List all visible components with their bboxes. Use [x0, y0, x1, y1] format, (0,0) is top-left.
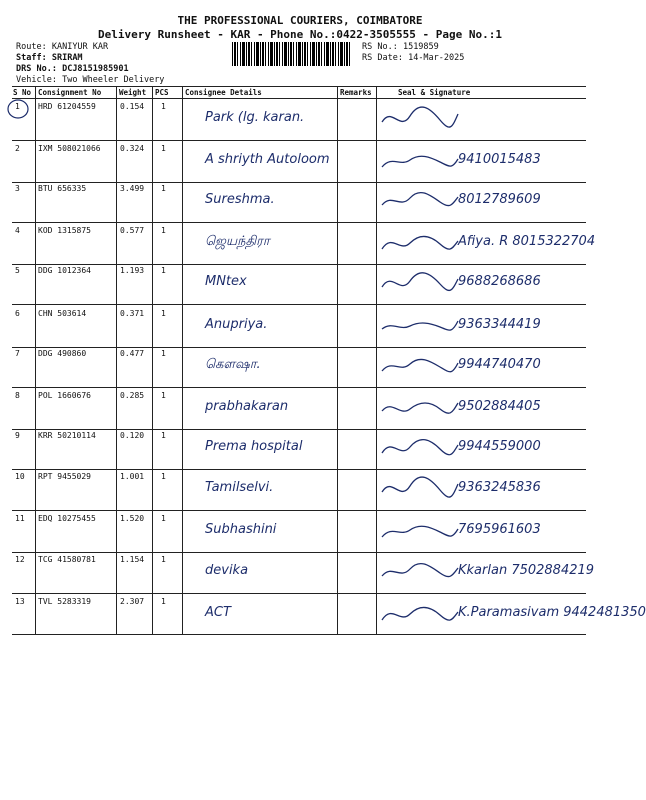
row-separator — [12, 182, 586, 183]
consignment-no: KRR 50210114 — [38, 431, 96, 440]
rs-date-line — [362, 53, 464, 63]
column-header-sno: S No — [13, 88, 32, 97]
signature-scribble — [380, 516, 460, 546]
phone-handwritten: Kkarlan 7502884219 — [458, 563, 595, 578]
pcs-value: 1 — [161, 431, 166, 440]
pcs-value: 1 — [161, 102, 166, 111]
signature-scribble — [380, 557, 460, 587]
consignee-handwritten: கௌஷா. — [205, 357, 261, 372]
row-sno: 2 — [15, 144, 20, 153]
weight-value: 1.520 — [120, 514, 145, 523]
phone-handwritten: K.Paramasivam 9442481350 — [458, 605, 646, 620]
rs-no-value: 1519859 — [402, 42, 439, 52]
pcs-value: 1 — [161, 472, 166, 481]
table-bottom-rule — [12, 634, 586, 635]
pcs-value: 1 — [161, 144, 166, 153]
signature-scribble — [380, 268, 460, 298]
weight-value: 1.001 — [120, 472, 145, 481]
consignment-no: CHN 503614 — [38, 309, 87, 318]
rs-date-label: RS Date: — [362, 53, 403, 63]
column-header-consignment: Consignment No — [38, 88, 102, 97]
pcs-value: 1 — [161, 514, 166, 523]
row-separator — [12, 387, 586, 388]
row-sno: 3 — [15, 184, 20, 193]
column-header-pcs: PCS — [155, 88, 169, 97]
row-sno: 5 — [15, 266, 20, 275]
consignee-handwritten: devika — [205, 563, 249, 578]
row-separator — [12, 140, 586, 141]
weight-value: 0.154 — [120, 102, 145, 111]
barcode — [232, 42, 352, 66]
column-header-signature: Seal & Signature — [398, 88, 471, 97]
row-sno: 4 — [15, 226, 20, 235]
row-sno: 8 — [15, 391, 20, 400]
consignment-no: HRD 61204559 — [38, 102, 96, 111]
pcs-value: 1 — [161, 391, 166, 400]
signature-scribble — [380, 351, 460, 381]
row-sno: 10 — [15, 472, 25, 481]
row-separator — [12, 264, 586, 265]
consignment-no: DDG 1012364 — [38, 266, 91, 275]
row-sno: 6 — [15, 309, 20, 318]
weight-value: 2.307 — [120, 597, 145, 606]
row-sno: 1 — [15, 102, 20, 111]
consignment-no: BTU 656335 — [38, 184, 87, 193]
phone-handwritten: 9688268686 — [458, 274, 541, 289]
weight-value: 1.193 — [120, 266, 145, 275]
phone-handwritten: 9944740470 — [458, 357, 541, 372]
signature-scribble — [380, 104, 460, 134]
vehicle-label: Vehicle: — [16, 75, 57, 85]
consignee-handwritten: Subhashini — [205, 522, 277, 537]
drs-line — [16, 64, 129, 74]
row-separator — [12, 347, 586, 348]
table-top-rule — [12, 86, 586, 87]
pcs-value: 1 — [161, 309, 166, 318]
signature-scribble — [380, 228, 460, 258]
column-header-weight: Weight — [119, 88, 147, 97]
phone-handwritten: 9410015483 — [458, 152, 541, 167]
weight-value: 0.371 — [120, 309, 145, 318]
consignment-no: RPT 9455029 — [38, 472, 91, 481]
rs-no-line — [362, 42, 439, 52]
row-separator — [12, 429, 586, 430]
phone-handwritten: 9502884405 — [458, 399, 541, 414]
consignee-handwritten: ஜெயந்திரா — [205, 234, 270, 249]
consignment-no: TVL 5283319 — [38, 597, 91, 606]
staff-label: Staff: — [16, 53, 47, 63]
runsheet-subtitle: Delivery Runsheet - KAR - Phone No.:0422-3505555 - Page No.:1 — [98, 28, 502, 41]
route-label: Route: — [16, 42, 47, 52]
consignment-no: TCG 41580781 — [38, 555, 96, 564]
rs-date-value: 14-Mar-2025 — [408, 53, 465, 63]
row-sno: 13 — [15, 597, 25, 606]
route-value: KANIYUR KAR — [51, 42, 109, 52]
weight-value: 1.154 — [120, 555, 145, 564]
row-sno: 11 — [15, 514, 25, 523]
signature-scribble — [380, 311, 460, 341]
phone-handwritten: 9363344419 — [458, 317, 541, 332]
rs-no-label: RS No.: — [362, 42, 398, 52]
consignee-handwritten: Tamilselvi. — [205, 480, 274, 495]
signature-scribble — [380, 186, 460, 216]
signature-scribble — [380, 433, 460, 463]
weight-value: 0.577 — [120, 226, 145, 235]
consignee-handwritten: prabhakaran — [205, 399, 289, 414]
consignment-no: IXM 508021066 — [38, 144, 101, 153]
vehicle-line — [16, 75, 164, 85]
row-separator — [12, 222, 586, 223]
row-separator — [12, 469, 586, 470]
phone-handwritten: 9944559000 — [458, 439, 541, 454]
row-separator — [12, 552, 586, 553]
consignment-no: DDG 490860 — [38, 349, 87, 358]
route-line — [16, 42, 108, 52]
consignment-no: EDQ 10275455 — [38, 514, 96, 523]
drs-value: DCJ8151985901 — [62, 64, 129, 74]
company-title: THE PROFESSIONAL COURIERS, COIMBATORE — [177, 14, 423, 27]
signature-scribble — [380, 393, 460, 423]
signature-scribble — [380, 474, 460, 504]
signature-scribble — [380, 599, 460, 629]
pcs-value: 1 — [161, 266, 166, 275]
weight-value: 0.120 — [120, 431, 145, 440]
row-separator — [12, 593, 586, 594]
row-sno: 12 — [15, 555, 25, 564]
staff-value: SRIRAM — [51, 53, 83, 63]
consignee-handwritten: A shriyth Autoloom — [205, 152, 330, 167]
consignee-handwritten: Park (lg. karan. — [205, 110, 305, 125]
row-sno: 9 — [15, 431, 20, 440]
consignee-handwritten: Anupriya. — [205, 317, 268, 332]
phone-handwritten: 7695961603 — [458, 522, 541, 537]
vehicle-value: Two Wheeler Delivery — [62, 75, 165, 85]
weight-value: 0.285 — [120, 391, 145, 400]
weight-value: 3.499 — [120, 184, 145, 193]
phone-handwritten: Afiya. R 8015322704 — [458, 234, 596, 249]
pcs-value: 1 — [161, 226, 166, 235]
pcs-value: 1 — [161, 555, 166, 564]
pcs-value: 1 — [161, 349, 166, 358]
staff-line — [16, 53, 83, 63]
column-header-remarks: Remarks — [340, 88, 372, 97]
row-sno: 7 — [15, 349, 20, 358]
consignee-handwritten: MNtex — [205, 274, 247, 289]
header-bottom-rule — [12, 98, 586, 99]
consignee-handwritten: Sureshma. — [205, 192, 275, 207]
phone-handwritten: 8012789609 — [458, 192, 541, 207]
consignee-handwritten: Prema hospital — [205, 439, 303, 454]
consignment-no: KOD 1315875 — [38, 226, 91, 235]
consignee-handwritten: ACT — [205, 605, 231, 620]
pcs-value: 1 — [161, 184, 166, 193]
pcs-value: 1 — [161, 597, 166, 606]
row-separator — [12, 304, 586, 305]
phone-handwritten: 9363245836 — [458, 480, 541, 495]
weight-value: 0.477 — [120, 349, 145, 358]
signature-scribble — [380, 146, 460, 176]
row-separator — [12, 510, 586, 511]
column-header-consignee: Consignee Details — [185, 88, 262, 97]
consignment-no: POL 1660676 — [38, 391, 91, 400]
weight-value: 0.324 — [120, 144, 145, 153]
drs-label: DRS No.: — [16, 64, 57, 74]
circled-row-mark — [5, 98, 33, 120]
